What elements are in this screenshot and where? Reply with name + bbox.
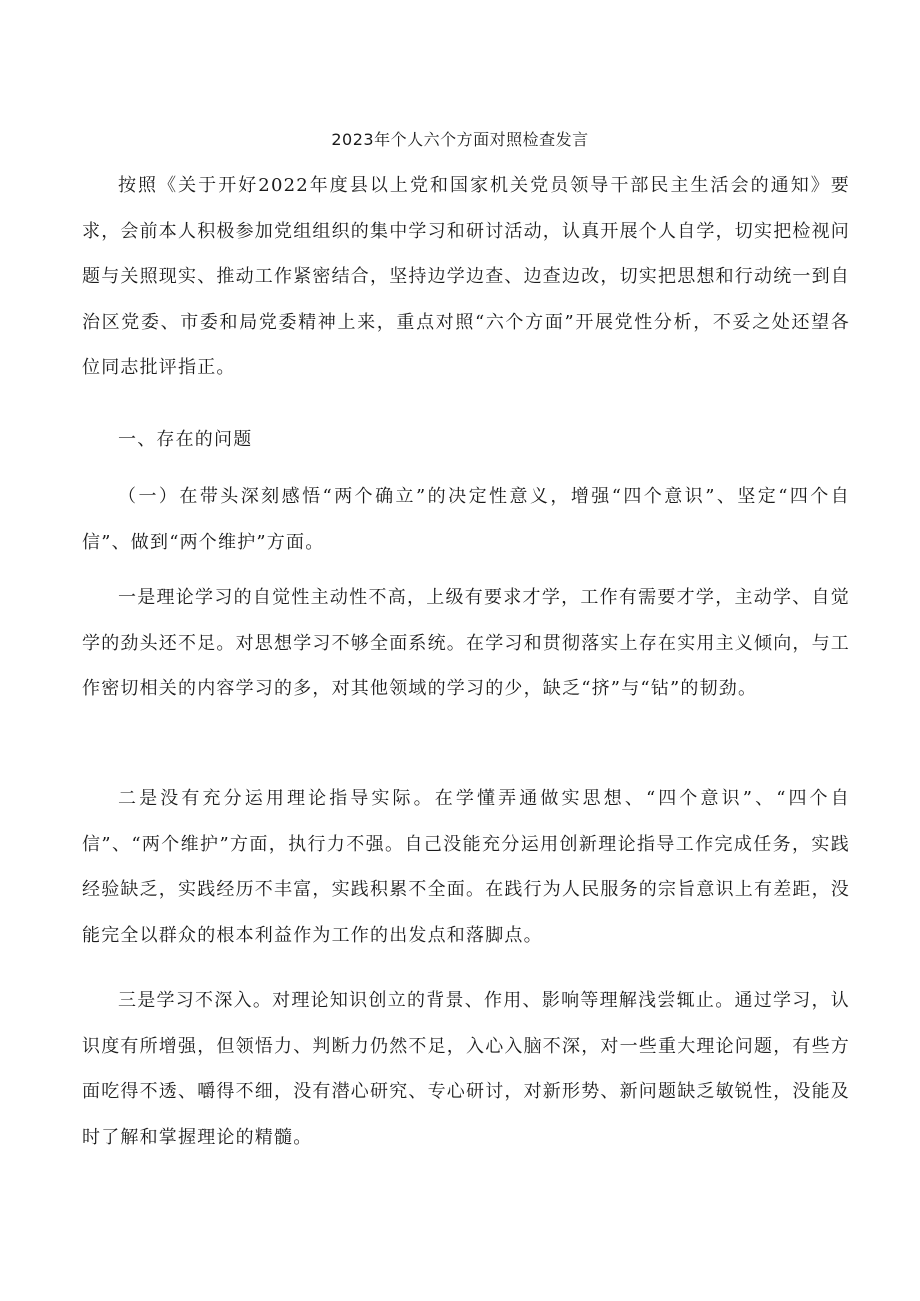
intro-paragraph (82, 163, 850, 391)
point-3-text: 三是学习不深入。对理论知识创立的背景、作用、影响等理解浅尝辄止。通过学习，认识度有所增强，但领悟力、判断力仍然不足，入心入脑不深，对一些重大理论问题，有些方面吃得不透、嚼得不细，没有潜心研究、专心研讨，对新形势、新问题缺乏敏锐性，没能及时了解和掌握理论的精髓。 (82, 990, 850, 1148)
section-heading-problems: 一、存在的问题 (118, 429, 253, 450)
subsection-heading-text: （一）在带头深刻感悟“两个确立”的决定性意义，增强“四个意识”、坚定“四个自信”、做到“两个维护”方面。 (82, 486, 850, 553)
point-1-paragraph (82, 575, 850, 712)
point-2-text: 二是没有充分运用理论指导实际。在学懂弄通做实思想、“四个意识”、“四个自信”、“两个维护”方面，执行力不强。自己没能充分运用创新理论指导工作完成任务，实践经验缺乏，实践经历不丰富，实践积累不全面。在践行为人民服务的宗旨意识上有差距，没能完全以群众的根本利益作为工作的出发点和落脚点。 (82, 788, 850, 946)
point-1-text: 一是理论学习的自觉性主动性不高，上级有要求才学，工作有需要才学，主动学、自觉学的劲头还不足。对思想学习不够全面系统。在学习和贯彻落实上存在实用主义倾向，与工作密切相关的内容学习的多，对其他领域的学习的少，缺乏“挤”与“钻”的韧劲。 (82, 587, 850, 699)
document-title: 2023年个人六个方面对照检查发言 (331, 130, 589, 149)
intro-text: 按照《关于开好2022年度县以上党和国家机关党员领导干部民主生活会的通知》要求，会前本人积极参加党组组织的集中学习和研讨活动，认真开展个人自学，切实把检视问题与关照现实、推动工作紧密结合，坚持边学边查、边查边改，切实把思想和行动统一到自治区党委、市委和局党委精神上来，重点对照“六个方面”开展党性分析，不妥之处还望各位同志批评指正。 (82, 175, 850, 378)
point-2-paragraph (82, 776, 850, 958)
point-3-paragraph (82, 978, 850, 1160)
subsection-heading-paragraph (82, 474, 850, 565)
